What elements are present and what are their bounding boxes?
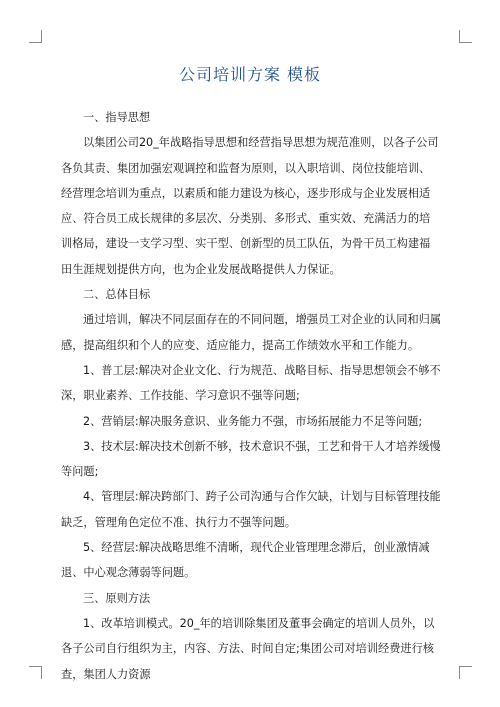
crop-mark-bottom-right xyxy=(459,666,472,679)
paragraph-goal-technical: 3、技术层:解决技术创新不够，技术意识不强，工艺和骨干人才培养缓慢等问题; xyxy=(61,439,441,479)
paragraph-goal-management: 4、管理层:解决跨部门、跨子公司沟通与合作欠缺，计划与目标管理技能缺乏，管理角色定位不准、执行力不强等问题。 xyxy=(61,490,441,529)
paragraph-goal-workers: 1、普工层:解决对企业文化、行为规范、战略目标、指导思想领会不够不深，职业素养、工作技能、学习意识不强等问题; xyxy=(61,363,441,403)
document-body xyxy=(61,105,441,687)
crop-mark-bottom-left xyxy=(29,666,42,679)
crop-mark-top-left xyxy=(29,30,42,43)
document-title: 公司培训方案 模板 xyxy=(178,65,322,84)
paragraph-goal-operations: 5、经营层:解决战略思维不清晰，现代企业管理理念滞后，创业激情减退、中心观念薄弱等问题。 xyxy=(61,541,430,580)
paragraph-principle-reform: 1、改革培训模式。20_年的培训除集团及董事会确定的培训人员外，以各子公司自行组织为主，内容、方法、时间自定;集团公司对培训经费进行核查，集团人力资源 xyxy=(61,616,435,681)
section-heading-guiding-ideology: 一、指导思想 xyxy=(83,111,151,124)
crop-mark-top-right xyxy=(459,30,472,43)
paragraph-goal-marketing: 2、营销层:解决服务意识、业务能力不强，市场拓展能力不足等问题; xyxy=(83,414,423,428)
paragraph-overall-goals: 通过培训，解决不同层面存在的不同问题，增强员工对企业的认同和归属感，提高组织和个人的应变、适应能力，提高工作绩效水平和工作能力。 xyxy=(61,313,442,352)
paragraph-guiding-ideology: 以集团公司20_年战略指导思想和经营指导思想为规范准则，以各子公司各负其责、集团加强宏观调控和监督为原则，以入职培训、岗位技能培训、经营理念培训为重点，以素质和能力建设为核心，逐步形成与企业发展相适应、符合员工成长规律的多层次、分类别、多形式、重实效、充满活力的培训格局，建设一支学习型、实干型、创新型的员工队伍，为骨干员工构建福田生涯规划提供方向，也为企业发展战略提供人力保证。 xyxy=(61,136,439,276)
section-heading-overall-goals: 二、总体目标 xyxy=(83,288,151,302)
section-heading-principles: 三、原则方法 xyxy=(83,591,151,605)
